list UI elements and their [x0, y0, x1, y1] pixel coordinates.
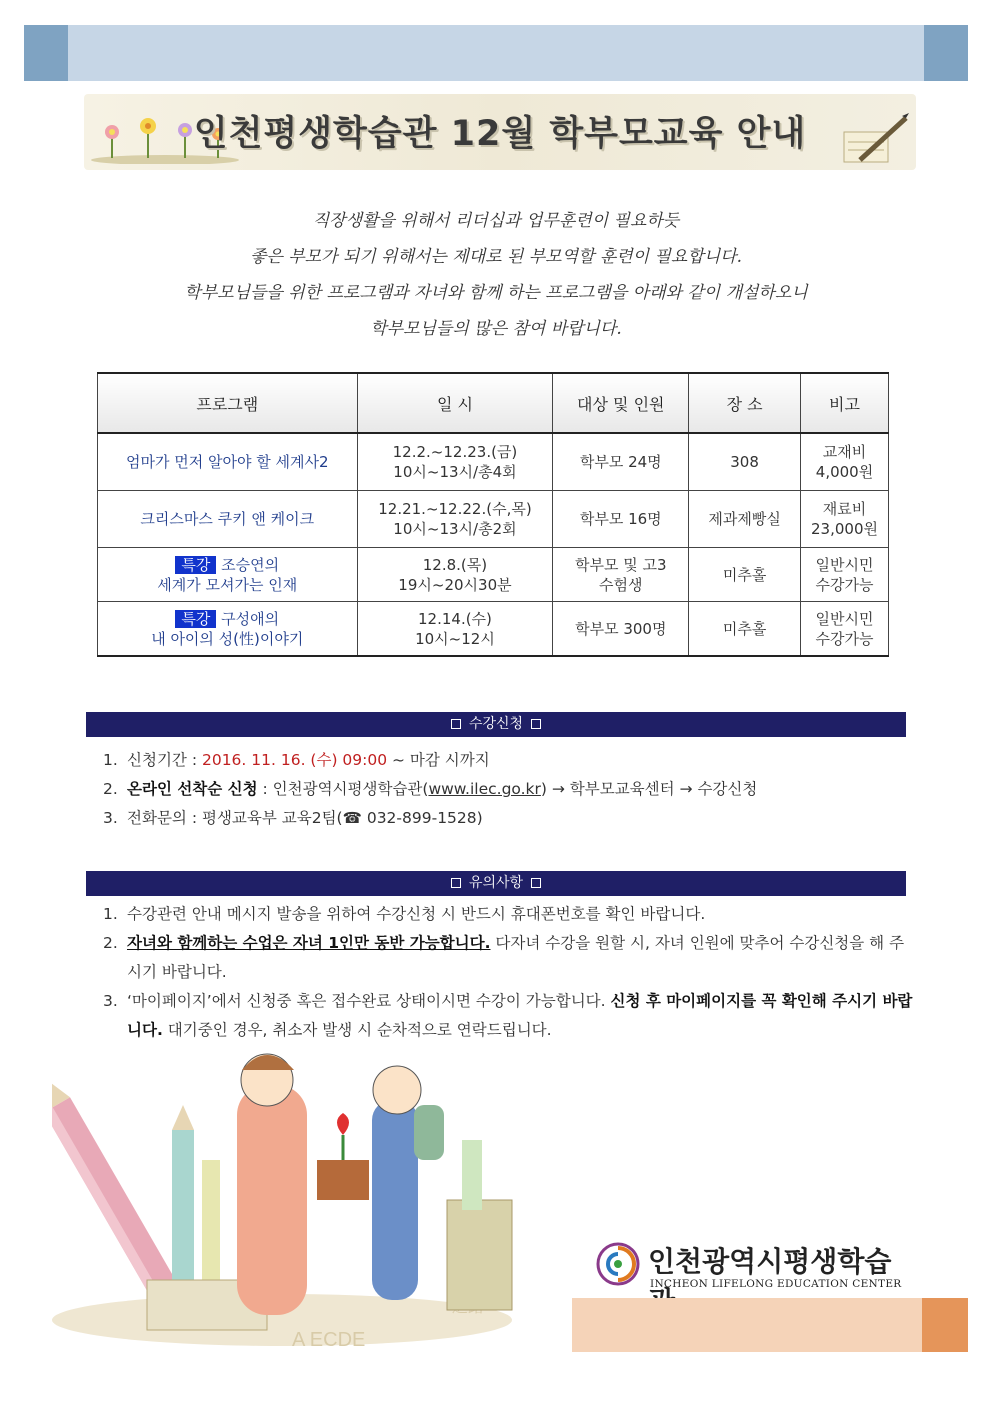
page-title: 인천평생학습관 12월 학부모교육 안내: [193, 114, 807, 154]
website-link[interactable]: www.ilec.go.kr: [428, 780, 541, 798]
note-cell: [801, 491, 889, 548]
online-signup-label: 온라인 선착순 신청: [127, 780, 258, 798]
list-item: [103, 804, 913, 833]
list-number: 2.: [103, 780, 118, 798]
notice-emphasis: 신청 후 마이페이지를 꼭 확인해 주시기 바랍니다.: [127, 992, 913, 1039]
target-cell: [553, 548, 689, 602]
footer-band: [572, 1298, 968, 1352]
target-cell: 학부모 16명: [553, 491, 689, 548]
place-cell: 308: [689, 433, 801, 491]
list-number: 2.: [103, 934, 118, 952]
col-header-datetime: 일 시: [357, 373, 553, 433]
note-cell: [801, 548, 889, 602]
phone-number: 032-899-1528): [361, 809, 483, 827]
signup-text: : 인천광역시평생학습관(: [257, 780, 429, 798]
period-end: ~ 마감 시까지: [387, 751, 490, 769]
program-subtitle: 세계가 모셔가는 인재: [157, 575, 298, 594]
contact-label: 전화문의 : 평생교육부 교육2팀(: [127, 809, 343, 827]
place-cell: 제과제빵실: [689, 491, 801, 548]
checkbox-icon: [451, 878, 461, 888]
intro-paragraph: [0, 203, 992, 347]
date-text: 12.21.~12.22.(수,목): [378, 500, 532, 518]
date-text: 12.8.(목): [422, 555, 488, 574]
time-text: 19시~20시30분: [398, 575, 512, 594]
header-band-right-cap: [924, 25, 968, 81]
note-line: 일반시민: [815, 609, 874, 628]
special-lecture-badge: 특강: [175, 610, 216, 628]
intro-line: 학부모님들을 위한 프로그램과 자녀와 함께 하는 프로그램을 아래와 같이 개설하오니: [184, 283, 808, 303]
datetime-cell: [357, 602, 553, 657]
note-line: 교재비: [822, 443, 867, 461]
registration-heading: 수강신청: [468, 716, 524, 732]
list-item: [103, 775, 913, 804]
col-header-target: 대상 및 인원: [553, 373, 689, 433]
note-line: 4,000원: [815, 463, 874, 481]
checkbox-icon: [531, 719, 541, 729]
notice-list: [103, 900, 913, 1045]
target-cell: 학부모 24명: [553, 433, 689, 491]
notice-text: ‘마이페이지’에서 신청중 혹은 접수완료 상태이시면 수강이 가능합니다.: [127, 992, 611, 1010]
schedule-table: [97, 372, 889, 657]
illustration-text: A ECDE: [292, 1329, 366, 1350]
notice-text: 수강관련 안내 메시지 발송을 위하여 수강신청 시 반드시 휴대폰번호를 확인 바랍니다.: [127, 905, 706, 923]
date-text: 12.14.(수): [418, 609, 492, 628]
col-header-place: 장 소: [689, 373, 801, 433]
intro-line: 직장생활을 위해서 리더십과 업무훈련이 필요하듯: [312, 211, 680, 231]
registration-section-header: [86, 712, 906, 737]
note-cell: [801, 433, 889, 491]
datetime-cell: [357, 548, 553, 602]
place-cell: 미추홀: [689, 548, 801, 602]
date-text: 12.2.~12.23.(금): [392, 443, 518, 461]
notice-text: 다자녀 수강을 원할 시, 자녀 인원에 맞추어 수강신청을 해 주시기 바랍니다.: [127, 934, 905, 981]
time-text: 10시~13시/총2회: [393, 520, 517, 538]
footer-band-cap: [922, 1298, 968, 1352]
notice-text: 대기중인 경우, 취소자 발생 시 순차적으로 연락드립니다.: [162, 1021, 552, 1039]
registration-list: [103, 746, 913, 833]
list-item: [103, 746, 913, 775]
program-name: 조승연의: [221, 555, 280, 574]
datetime-cell: [357, 433, 553, 491]
notice-heading: 유의사항: [468, 875, 524, 891]
program-cell: [98, 548, 358, 602]
intro-line: 학부모님들의 많은 참여 바랍니다.: [370, 319, 622, 339]
list-number: 1.: [103, 905, 118, 923]
list-item: [103, 900, 913, 929]
checkbox-icon: [451, 719, 461, 729]
list-number: 1.: [103, 751, 118, 769]
time-text: 10시~13시/총4회: [393, 463, 517, 481]
program-name: 구성애의: [221, 609, 280, 628]
header-band: [24, 25, 968, 81]
table-header-row: [98, 373, 889, 433]
place-cell: 미추홀: [689, 602, 801, 657]
parent-child-illustration: [52, 1050, 522, 1350]
special-lecture-badge: 특강: [175, 556, 216, 574]
logo-name-en: INCHEON LIFELONG EDUCATION CENTER: [650, 1278, 902, 1290]
note-line: 재료비: [822, 500, 867, 518]
program-cell: [98, 602, 358, 657]
logo-name-ko: 인천광역시평생학습: [648, 1245, 892, 1278]
note-line: 일반시민: [815, 555, 874, 574]
list-item: [103, 929, 913, 987]
program-subtitle: 내 아이의 성(性)이야기: [151, 629, 304, 648]
target-line: 학부모 및 고3: [575, 555, 667, 574]
note-line: 수강가능: [815, 629, 874, 648]
table-row: [98, 548, 889, 602]
time-text: 10시~12시: [415, 629, 495, 648]
checkbox-icon: [531, 878, 541, 888]
datetime-cell: [357, 491, 553, 548]
title-banner: [84, 94, 916, 170]
target-cell: 학부모 300명: [553, 602, 689, 657]
col-header-note: 비고: [801, 373, 889, 433]
notice-section-header: [86, 871, 906, 896]
program-name: 엄마가 먼저 알아야 할 세계사2: [126, 453, 329, 471]
list-number: 3.: [103, 809, 118, 827]
notice-emphasis: 자녀와 함께하는 수업은 자녀 1인만 동반 가능합니다.: [127, 934, 491, 952]
list-item: [103, 987, 913, 1045]
period-start: 2016. 11. 16. (수) 09:00: [201, 751, 388, 769]
program-cell: [98, 491, 358, 548]
target-line: 수험생: [599, 575, 643, 594]
signup-path: ) → 학부모교육센터 → 수강신청: [540, 780, 758, 798]
period-label: 신청기간 :: [127, 751, 202, 769]
institution-logo: [596, 1238, 916, 1298]
note-cell: [801, 602, 889, 657]
program-name: 크리스마스 쿠키 앤 케이크: [140, 510, 315, 528]
note-line: 23,000원: [811, 520, 878, 538]
header-band-left-cap: [24, 25, 68, 81]
col-header-program: 프로그램: [98, 373, 358, 433]
table-row: [98, 491, 889, 548]
table-row: [98, 433, 889, 491]
list-number: 3.: [103, 992, 118, 1010]
table-row: [98, 602, 889, 657]
logo-mark-icon: [596, 1242, 640, 1286]
program-cell: [98, 433, 358, 491]
phone-icon: ☎: [342, 809, 362, 827]
note-line: 수강가능: [815, 575, 874, 594]
intro-line: 좋은 부모가 되기 위해서는 제대로 된 부모역할 훈련이 필요합니다.: [249, 247, 743, 267]
